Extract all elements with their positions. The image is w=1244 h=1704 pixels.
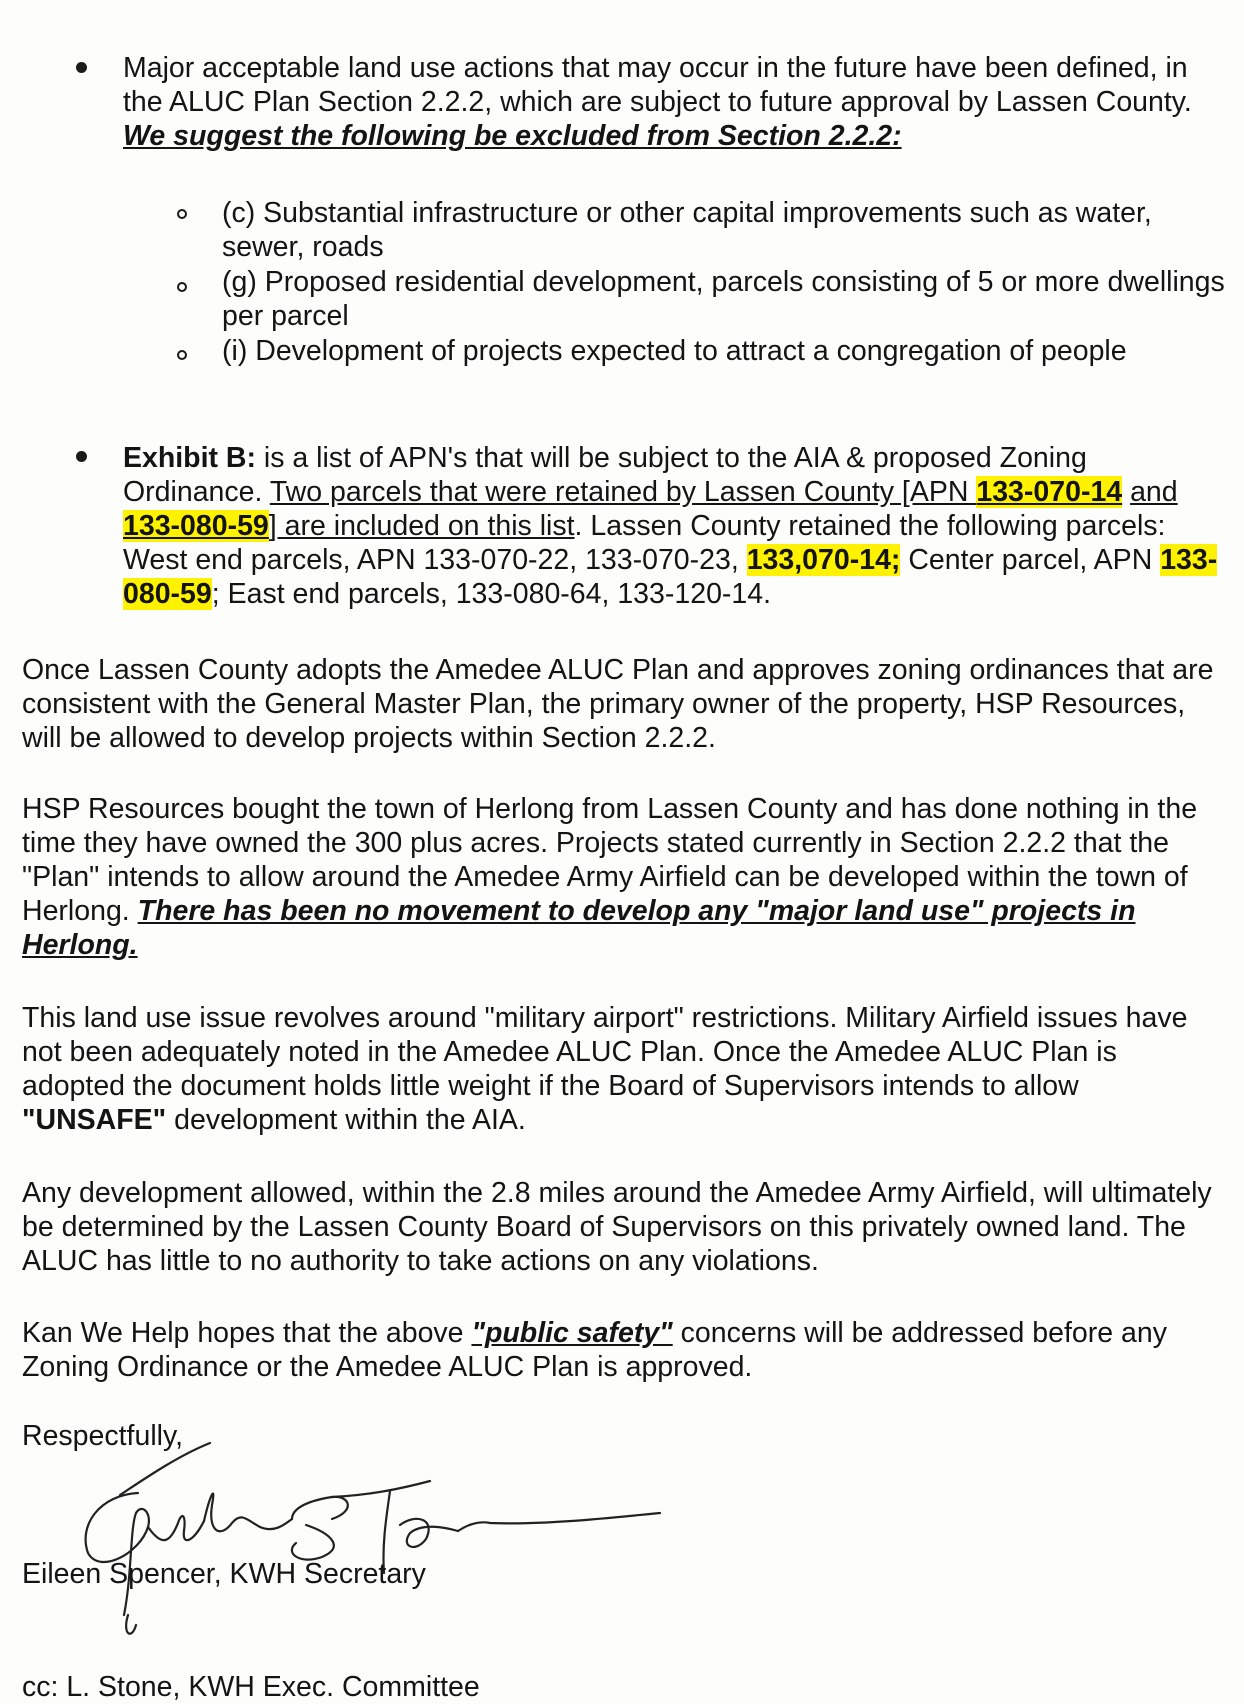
closing: Respectfully, <box>22 1420 184 1452</box>
handwritten-signature <box>70 1435 670 1645</box>
sub-bullet-circle <box>177 209 187 219</box>
sub-bullet-circle <box>177 350 187 360</box>
bullet-paragraph: Major acceptable land use actions that may occur in the future have been defined, in the ALUC Plan Section 2.2.2, which are subject to future approval by Lassen County. We suggest the following be excluded from Section 2.2.2: <box>123 52 1192 152</box>
sub-list-item: (g) Proposed residential development, parcels consisting of 5 or more dwellings per parcel <box>222 266 1225 332</box>
highlighted-apn: 133,070-14; <box>746 544 901 576</box>
exhibit-b-paragraph: Exhibit B: is a list of APN's that will be subject to the AIA & proposed Zoning Ordinance. Two parcels that were retained by Lassen County [APN 133-070-14 and 133-080-59] are included on this list. Lassen County retained the following parcels: West end parcels, APN 133-070-22, 133-070-23, 133,070-14; Center parcel, APN 133-080-59; East end parcels, 133-080-64, 133-120-14. <box>123 442 1218 610</box>
paragraph: HSP Resources bought the town of Herlong from Lassen County and has done nothing in the time they have owned the 300 plus acres. Projects stated currently in Section 2.2.2 that the "Plan" intends to allow around the Amedee Army Airfield can be developed within the town of Herlong. There has been no movement to develop any "major land use" projects in Herlong. <box>22 793 1198 961</box>
sub-list-item: (c) Substantial infrastructure or other capital improvements such as water, sewer, roads <box>222 197 1152 263</box>
sub-bullet-circle <box>177 282 187 292</box>
exhibit-label: Exhibit B: <box>123 442 256 474</box>
bullet-dot <box>76 62 87 73</box>
paragraph: Any development allowed, within the 2.8 miles around the Amedee Army Airfield, will ultimately be determined by the Lassen County Board of Supervisors on this privately owned land. The ALUC has little to no authority to take actions on any violations. <box>22 1177 1212 1277</box>
bullet-dot <box>76 451 87 462</box>
emphasis-text: "public safety" <box>471 1317 673 1349</box>
paragraph: Kan We Help hopes that the above "public safety" concerns will be addressed before any Zoning Ordinance or the Amedee ALUC Plan is approved. <box>22 1317 1167 1383</box>
bold-text: "UNSAFE" <box>22 1104 167 1136</box>
paragraph: This land use issue revolves around "military airport" restrictions. Military Airfield issues have not been adequately noted in the Amedee ALUC Plan. Once the Amedee ALUC Plan is adopted the document holds little weight if the Board of Supervisors intends to allow "UNSAFE" development within the AIA. <box>22 1002 1188 1136</box>
sub-list-item: (i) Development of projects expected to attract a congregation of people <box>222 335 1127 367</box>
signer-name: Eileen Spencer, KWH Secretary <box>22 1558 426 1590</box>
emphasis-text: There has been no movement to develop any "major land use" projects in Herlong. <box>22 895 1136 961</box>
highlighted-apn: 133-070-14 <box>976 476 1123 508</box>
emphasis-text: We suggest the following be excluded from Section 2.2.2: <box>123 120 902 152</box>
paragraph: Once Lassen County adopts the Amedee ALUC Plan and approves zoning ordinances that are consistent with the General Master Plan, the primary owner of the property, HSP Resources, will be allowed to develop projects within Section 2.2.2. <box>22 654 1214 754</box>
highlighted-apn: 133-080-59 <box>123 510 269 542</box>
cc-line: cc: L. Stone, KWH Exec. Committee <box>22 1671 480 1703</box>
highlighted-apn: 133-080-59 <box>123 544 1218 610</box>
